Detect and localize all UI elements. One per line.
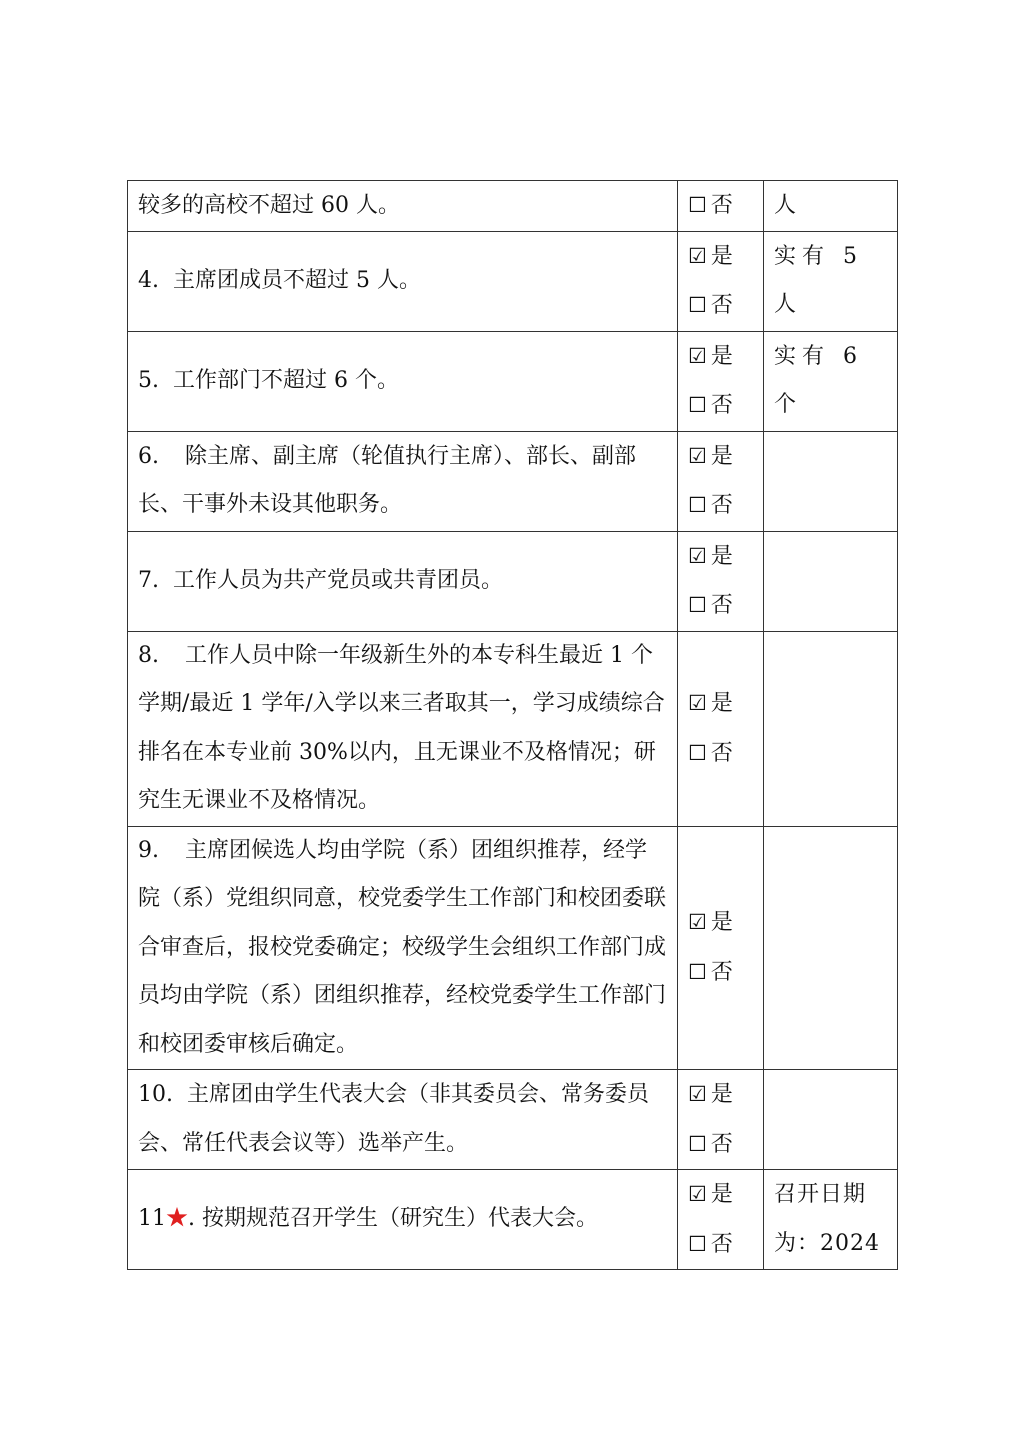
item-number: 9. (138, 837, 159, 863)
option-no[interactable] (688, 481, 753, 531)
checkbox-unchecked-icon[interactable]: ☐ (688, 193, 707, 217)
requirement-text: 工作人员中除一年级新生外的本专科生最近 1 个学期/最近 1 学年/入学以来三者取其一，学习成绩综合排名在本专业前 30%以内，且无课业不及格情况；研究生无课业不及格情况。 (138, 642, 665, 813)
note-text: 人 (774, 192, 798, 218)
option-label: 是 (710, 243, 733, 269)
option-label: 否 (710, 393, 733, 418)
option-cell (678, 826, 764, 1070)
checkbox-checked-icon[interactable]: ☑ (688, 910, 707, 935)
note-text: 实有 6 个 (774, 343, 863, 417)
note-cell (764, 431, 898, 531)
table-row (128, 331, 898, 431)
option-no[interactable] (688, 281, 753, 331)
table-row (128, 1170, 898, 1270)
item-number: 5. (138, 367, 159, 393)
option-cell (678, 1170, 764, 1270)
option-no[interactable] (688, 1220, 753, 1270)
checkbox-unchecked-icon[interactable]: ☐ (688, 740, 707, 765)
option-label: 否 (710, 193, 733, 218)
option-cell (678, 331, 764, 431)
table-row (128, 826, 898, 1070)
option-label: 否 (710, 740, 733, 766)
option-cell (678, 531, 764, 631)
requirement-cell (128, 531, 678, 631)
option-label: 否 (710, 959, 733, 985)
option-label: 否 (710, 1231, 733, 1257)
checkbox-unchecked-icon[interactable]: ☐ (688, 1131, 707, 1156)
option-label: 是 (710, 910, 733, 936)
item-number: 6. (138, 443, 159, 469)
item-number: 4. (138, 267, 159, 293)
note-cell (764, 826, 898, 1070)
table-row (128, 1070, 898, 1170)
checkbox-checked-icon[interactable]: ☑ (688, 243, 707, 268)
requirement-cell (128, 826, 678, 1070)
requirement-cell (128, 331, 678, 431)
note-cell (764, 631, 898, 826)
option-no[interactable] (688, 729, 753, 779)
table-row (128, 431, 898, 531)
item-number: 10. (138, 1082, 173, 1107)
requirement-text: 较多的高校不超过 60 人。 (138, 192, 400, 218)
option-label: 否 (710, 493, 733, 518)
requirement-cell (128, 431, 678, 531)
option-yes[interactable] (688, 898, 753, 948)
option-label: 否 (710, 293, 733, 318)
item-number: 8. (138, 642, 159, 668)
requirement-text: 工作部门不超过 6 个。 (173, 367, 399, 393)
option-label: 是 (710, 1182, 733, 1207)
option-no[interactable] (688, 1120, 753, 1170)
checkbox-checked-icon[interactable]: ☑ (688, 443, 707, 468)
option-yes[interactable] (688, 432, 753, 482)
checkbox-unchecked-icon[interactable]: ☐ (688, 393, 707, 417)
requirement-text: 主席团成员不超过 5 人。 (173, 267, 421, 293)
option-cell (678, 181, 764, 232)
item-number: 11 (138, 1206, 166, 1232)
option-yes[interactable] (688, 1070, 753, 1120)
checkbox-unchecked-icon[interactable]: ☐ (688, 593, 707, 617)
star-icon: ★ (166, 1206, 189, 1232)
option-yes[interactable] (688, 679, 753, 729)
option-no[interactable] (688, 581, 753, 631)
option-yes[interactable] (688, 232, 753, 282)
option-yes[interactable] (688, 332, 753, 382)
checkbox-unchecked-icon[interactable]: ☐ (688, 1231, 707, 1256)
option-yes[interactable] (688, 532, 753, 582)
table-row (128, 531, 898, 631)
option-label: 否 (710, 1131, 733, 1157)
checkbox-unchecked-icon[interactable]: ☐ (688, 959, 707, 984)
option-no[interactable] (688, 948, 753, 998)
note-cell (764, 1170, 898, 1270)
checkbox-checked-icon[interactable]: ☑ (688, 1182, 707, 1206)
option-label: 是 (710, 691, 733, 716)
option-label: 是 (710, 443, 733, 469)
checkbox-unchecked-icon[interactable]: ☐ (688, 293, 707, 317)
note-cell (764, 331, 898, 431)
option-cell (678, 231, 764, 331)
note-cell (764, 181, 898, 232)
option-yes[interactable] (688, 1170, 753, 1220)
item-number: 7. (138, 567, 159, 593)
checkbox-checked-icon[interactable]: ☑ (688, 343, 707, 368)
note-cell (764, 1070, 898, 1170)
note-text: 召开日期为：2024 (774, 1182, 880, 1256)
requirement-cell (128, 231, 678, 331)
requirement-cell (128, 181, 678, 232)
option-label: 否 (710, 593, 733, 618)
table-row (128, 231, 898, 331)
note-text: 实有 5 人 (774, 243, 863, 317)
requirement-cell (128, 631, 678, 826)
checkbox-checked-icon[interactable]: ☑ (688, 543, 707, 568)
option-cell (678, 631, 764, 826)
option-cell (678, 1070, 764, 1170)
requirement-text: . 按期规范召开学生（研究生）代表大会。 (188, 1206, 599, 1232)
option-no[interactable] (688, 381, 753, 431)
note-cell (764, 531, 898, 631)
option-label: 是 (710, 343, 733, 369)
requirement-text: 主席团候选人均由学院（系）团组织推荐，经学院（系）党组织同意，校党委学生工作部门和校团委联合审查后，报校党委确定；校级学生会组织工作部门成员均由学院（系）团组织推荐，经校党委学生工作部门和校团委审核后确定。 (138, 837, 667, 1057)
requirement-cell (128, 1170, 678, 1270)
requirement-text: 主席团由学生代表大会（非其委员会、常务委员会、常任代表会议等）选举产生。 (138, 1082, 650, 1156)
checkbox-checked-icon[interactable]: ☑ (688, 691, 707, 715)
checkbox-unchecked-icon[interactable]: ☐ (688, 493, 707, 517)
table-row (128, 631, 898, 826)
requirement-text: 除主席、副主席（轮值执行主席）、部长、副部长、干事外未设其他职务。 (138, 443, 637, 517)
requirement-text: 工作人员为共产党员或共青团员。 (173, 567, 504, 593)
option-no[interactable] (688, 181, 753, 231)
option-cell (678, 431, 764, 531)
option-label: 是 (710, 543, 733, 569)
checkbox-checked-icon[interactable]: ☑ (688, 1082, 707, 1106)
option-label: 是 (710, 1082, 733, 1107)
requirement-cell (128, 1070, 678, 1170)
note-cell (764, 231, 898, 331)
checklist-table (127, 180, 898, 1270)
table-row (128, 181, 898, 232)
